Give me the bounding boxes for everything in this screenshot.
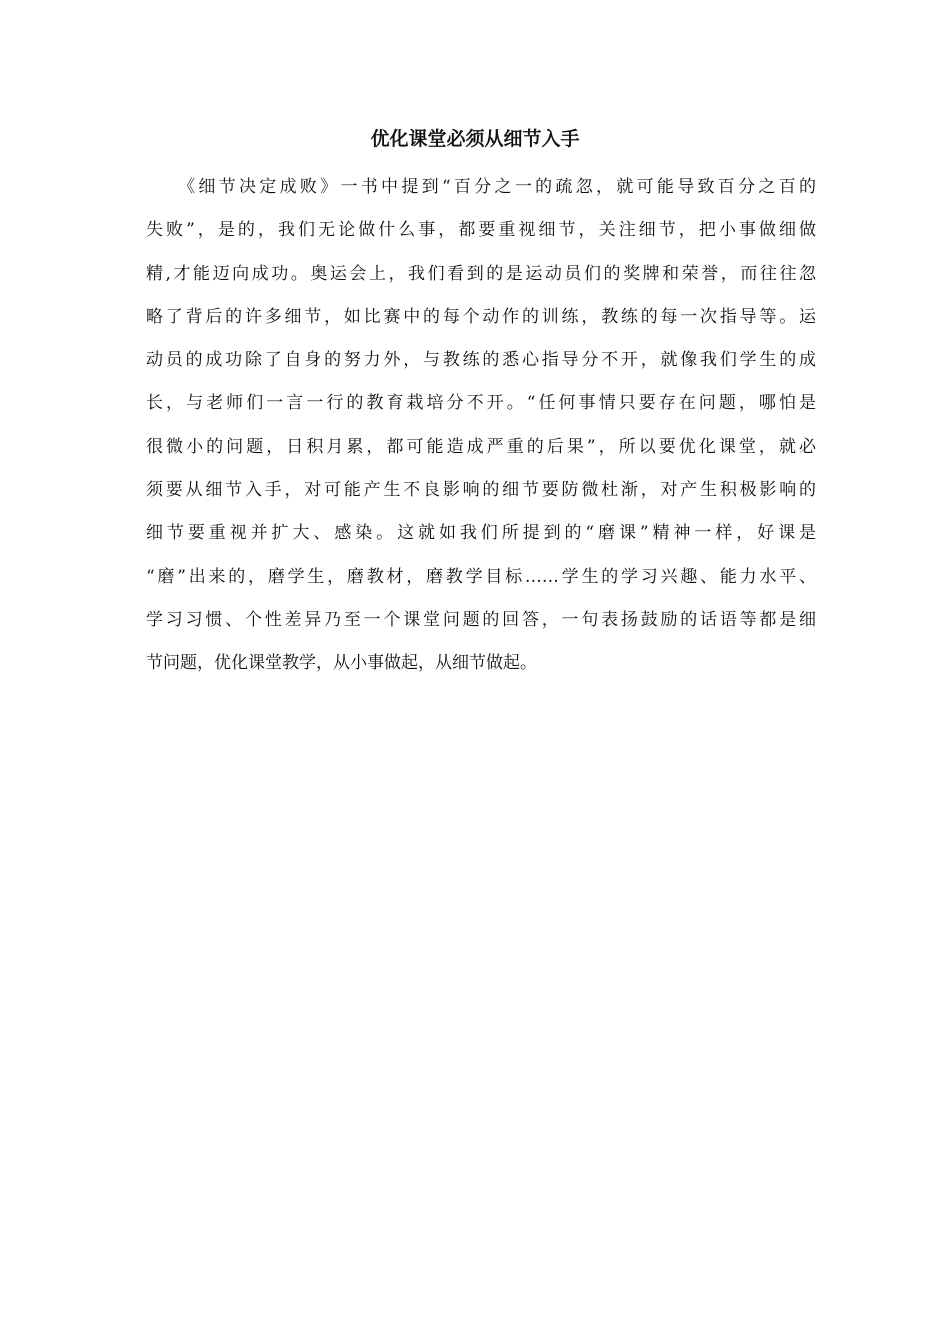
body-line: 节问题，优化课堂教学，从小事做起，从细节做起。 xyxy=(146,653,537,674)
body-line: 动员的成功除了自身的努力外，与教练的悉心指导分不开，就像我们学生的成 xyxy=(146,350,816,371)
body-line: “磨”出来的，磨学生，磨教材，磨教学目标……学生的学习兴趣、能力水平、 xyxy=(146,566,816,587)
document-body xyxy=(146,166,816,686)
body-line: 《细节决定成败》一书中提到“百分之一的疏忽，就可能导致百分之百的 xyxy=(146,177,816,197)
body-line: 细节要重视并扩大、感染。这就如我们所提到的“磨课”精神一样，好课是 xyxy=(146,523,816,544)
body-line: 失败”，是的，我们无论做什么事，都要重视细节，关注细节，把小事做细做 xyxy=(146,220,816,241)
body-line: 长，与老师们一言一行的教育栽培分不开。“任何事情只要存在问题，哪怕是 xyxy=(146,393,816,414)
body-line: 精,才能迈向成功。奥运会上，我们看到的是运动员们的奖牌和荣誉，而往往忽 xyxy=(146,263,816,284)
body-line: 学习习惯、个性差异乃至一个课堂问题的回答，一句表扬鼓励的话语等都是细 xyxy=(146,609,816,630)
document-title: 优化课堂必须从细节入手 xyxy=(370,128,580,150)
body-line: 略了背后的许多细节，如比赛中的每个动作的训练，教练的每一次指导等。运 xyxy=(146,306,816,327)
body-line: 很微小的问题，日积月累，都可能造成严重的后果”，所以要优化课堂，就必 xyxy=(146,436,816,457)
body-line: 须要从细节入手，对可能产生不良影响的细节要防微杜渐，对产生积极影响的 xyxy=(146,480,816,501)
